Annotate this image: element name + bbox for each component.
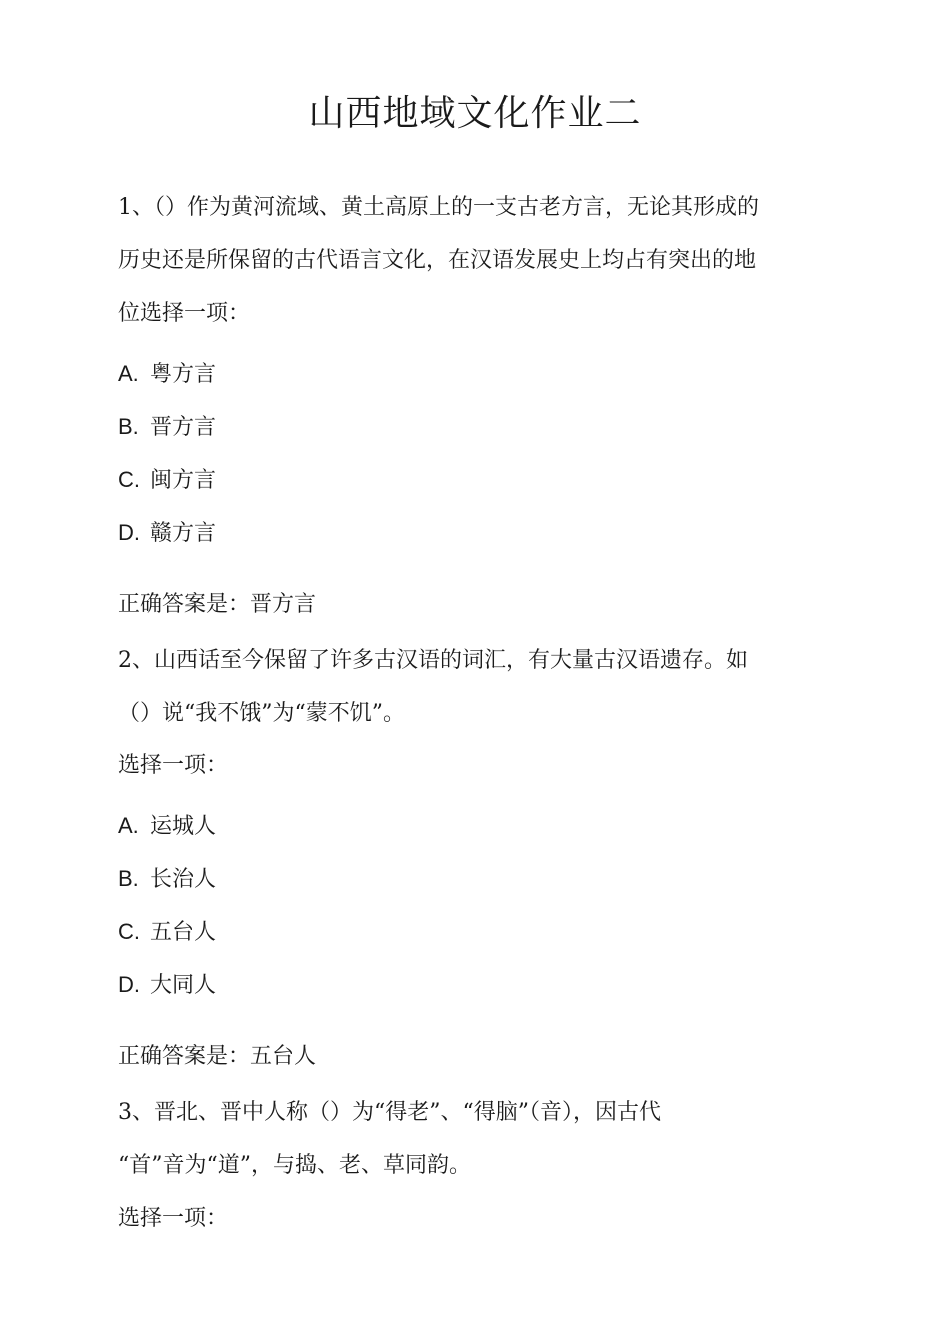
question-1-line-1: 1、（）作为黄河流域、黄土高原上的一支古老方言，无论其形成的 [118, 195, 759, 220]
option-text: 运城人 [150, 814, 217, 839]
question-2-option-b [118, 863, 216, 896]
option-text: 晋方言 [150, 415, 217, 440]
question-3-line-2: “首”音为“道”，与捣、老、草同韵。 [118, 1153, 471, 1178]
question-2-option-d [118, 969, 216, 1002]
question-3-line-1: 3、晋北、晋中人称（）为“得老”、“得脑”（音），因古代 [118, 1100, 661, 1125]
question-1-option-c [118, 464, 216, 497]
question-2-option-a [118, 810, 216, 843]
question-1-line-3: 位选择一项： [118, 301, 251, 326]
option-letter: A. [118, 361, 139, 386]
question-3-line-3: 选择一项： [118, 1206, 229, 1231]
option-letter: C. [118, 467, 140, 492]
option-letter: D. [118, 520, 140, 545]
option-text: 闽方言 [150, 468, 217, 493]
option-letter: A. [118, 813, 139, 838]
question-1-option-b [118, 411, 216, 444]
option-letter: D. [118, 972, 140, 997]
question-2-answer: 正确答案是：五台人 [118, 1044, 317, 1069]
question-1-option-d [118, 517, 216, 550]
question-2-line-1: 2、山西话至今保留了许多古汉语的词汇，有大量古汉语遗存。如 [118, 648, 748, 673]
question-2-line-2: （）说“我不饿”为“蒙不饥”。 [118, 701, 405, 726]
option-letter: B. [118, 866, 139, 891]
document-title: 山西地域文化作业二 [308, 93, 642, 134]
option-text: 赣方言 [150, 521, 217, 546]
option-text: 大同人 [150, 973, 217, 998]
question-1-answer: 正确答案是：晋方言 [118, 592, 317, 617]
question-1-option-a [118, 358, 216, 391]
option-letter: B. [118, 414, 139, 439]
option-text: 五台人 [150, 920, 217, 945]
question-2-line-3: 选择一项： [118, 753, 229, 778]
question-2-option-c [118, 916, 216, 949]
option-text: 长治人 [150, 867, 217, 892]
option-text: 粤方言 [150, 362, 217, 387]
question-1-line-2: 历史还是所保留的古代语言文化，在汉语发展史上均占有突出的地 [118, 248, 757, 273]
option-letter: C. [118, 919, 140, 944]
